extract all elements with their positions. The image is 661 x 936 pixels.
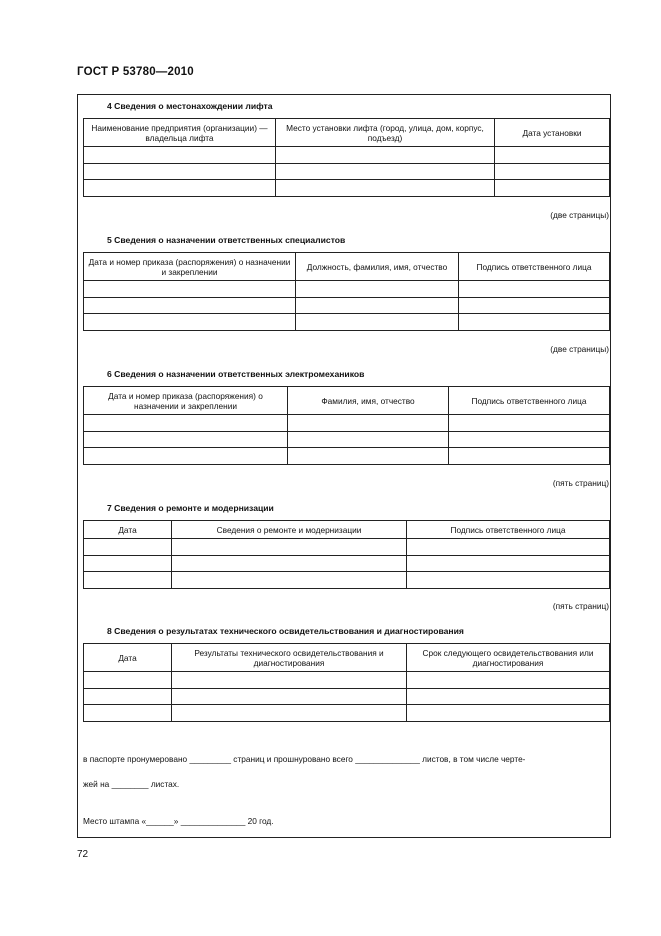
- column-header: Подпись ответственного лица: [449, 387, 610, 415]
- section-7-title: 7 Сведения о ремонте и модернизации: [107, 503, 274, 513]
- section-7-note: (пять страниц): [552, 601, 609, 611]
- table-cell[interactable]: [172, 672, 407, 689]
- table-cell[interactable]: [296, 297, 459, 314]
- section-4-title: 4 Сведения о местонахождении лифта: [107, 101, 273, 111]
- table-cell[interactable]: [495, 180, 610, 197]
- table-row: [84, 147, 610, 164]
- table-cell[interactable]: [459, 297, 610, 314]
- column-header: Подпись ответственного лица: [459, 253, 610, 281]
- table-row: [84, 705, 610, 722]
- section-6-title: 6 Сведения о назначении ответственных электромехаников: [107, 369, 365, 379]
- table-row: [84, 297, 610, 314]
- column-header: Должность, фамилия, имя, отчество: [296, 253, 459, 281]
- table-cell[interactable]: [172, 688, 407, 705]
- table-row: [84, 672, 610, 689]
- column-header: Сведения о ремонте и модернизации: [172, 521, 407, 539]
- section-8-title: 8 Сведения о результатах технического освидетельствования и диагностирования: [107, 626, 464, 636]
- table-cell[interactable]: [449, 448, 610, 465]
- form-frame: [77, 94, 611, 838]
- table-cell[interactable]: [288, 431, 449, 448]
- repair-table: [83, 520, 610, 589]
- table-cell[interactable]: [172, 705, 407, 722]
- table-row: [84, 281, 610, 298]
- table-row: [84, 539, 610, 556]
- table-cell[interactable]: [296, 314, 459, 331]
- table-cell[interactable]: [84, 688, 172, 705]
- section-4-note: (две страницы): [550, 210, 609, 220]
- table-header-row: [84, 119, 610, 147]
- stamp-place: Место штампа «______» ______________ 20 год.: [83, 816, 274, 826]
- table-row: [84, 180, 610, 197]
- column-header: Дата и номер приказа (распоряжения) о назначении и закреплении: [84, 253, 296, 281]
- table-row: [84, 431, 610, 448]
- table-cell[interactable]: [84, 297, 296, 314]
- table-row: [84, 555, 610, 572]
- document-title: ГОСТ Р 53780—2010: [77, 66, 194, 78]
- column-header: Подпись ответственного лица: [407, 521, 610, 539]
- table-cell[interactable]: [84, 314, 296, 331]
- table-cell[interactable]: [459, 281, 610, 298]
- pagination-statement: в паспорте пронумеровано _________ страниц и прошнуровано всего ______________ листов, в том числе черте-: [83, 754, 526, 764]
- table-cell[interactable]: [84, 672, 172, 689]
- electromechanics-table: [83, 386, 610, 465]
- table-cell[interactable]: [84, 415, 288, 432]
- table-header-row: [84, 387, 610, 415]
- section-5-title: 5 Сведения о назначении ответственных специалистов: [107, 235, 346, 245]
- table-row: [84, 448, 610, 465]
- table-row: [84, 314, 610, 331]
- table-cell[interactable]: [172, 572, 407, 589]
- table-cell[interactable]: [84, 448, 288, 465]
- table-header-row: [84, 644, 610, 672]
- column-header: Место установки лифта (город, улица, дом, корпус, подъезд): [276, 119, 495, 147]
- table-cell[interactable]: [288, 448, 449, 465]
- column-header: Дата: [84, 521, 172, 539]
- column-header: Дата и номер приказа (распоряжения) о назначении и закреплении: [84, 387, 288, 415]
- table-cell[interactable]: [495, 163, 610, 180]
- table-row: [84, 688, 610, 705]
- table-cell[interactable]: [288, 415, 449, 432]
- table-cell[interactable]: [407, 539, 610, 556]
- column-header: Наименование предприятия (организации) — владельца лифта: [84, 119, 276, 147]
- table-row: [84, 572, 610, 589]
- table-cell[interactable]: [84, 147, 276, 164]
- table-cell[interactable]: [407, 688, 610, 705]
- table-cell[interactable]: [449, 415, 610, 432]
- table-cell[interactable]: [84, 180, 276, 197]
- table-cell[interactable]: [407, 705, 610, 722]
- column-header: Срок следующего освидетельствования или диагностирования: [407, 644, 610, 672]
- section-5-note: (две страницы): [550, 344, 609, 354]
- table-cell[interactable]: [84, 163, 276, 180]
- table-cell[interactable]: [296, 281, 459, 298]
- page-number: 72: [77, 849, 89, 860]
- table-cell[interactable]: [276, 147, 495, 164]
- inspection-table: [83, 643, 610, 722]
- table-cell[interactable]: [84, 431, 288, 448]
- table-cell[interactable]: [84, 572, 172, 589]
- section-6-note: (пять страниц): [552, 478, 609, 488]
- table-cell[interactable]: [276, 180, 495, 197]
- table-cell[interactable]: [84, 281, 296, 298]
- table-cell[interactable]: [407, 572, 610, 589]
- table-cell[interactable]: [276, 163, 495, 180]
- column-header: Дата: [84, 644, 172, 672]
- drawings-statement: жей на ________ листах.: [83, 779, 180, 789]
- table-cell[interactable]: [172, 539, 407, 556]
- table-row: [84, 415, 610, 432]
- table-cell[interactable]: [449, 431, 610, 448]
- table-cell[interactable]: [495, 147, 610, 164]
- table-row: [84, 163, 610, 180]
- table-cell[interactable]: [459, 314, 610, 331]
- table-cell[interactable]: [84, 555, 172, 572]
- table-header-row: [84, 253, 610, 281]
- table-header-row: [84, 521, 610, 539]
- table-cell[interactable]: [84, 705, 172, 722]
- column-header: Дата установки: [495, 119, 610, 147]
- location-table: [83, 118, 610, 197]
- table-cell[interactable]: [172, 555, 407, 572]
- table-cell[interactable]: [84, 539, 172, 556]
- column-header: Результаты технического освидетельствования и диагностирования: [172, 644, 407, 672]
- table-cell[interactable]: [407, 672, 610, 689]
- column-header: Фамилия, имя, отчество: [288, 387, 449, 415]
- specialists-table: [83, 252, 610, 331]
- table-cell[interactable]: [407, 555, 610, 572]
